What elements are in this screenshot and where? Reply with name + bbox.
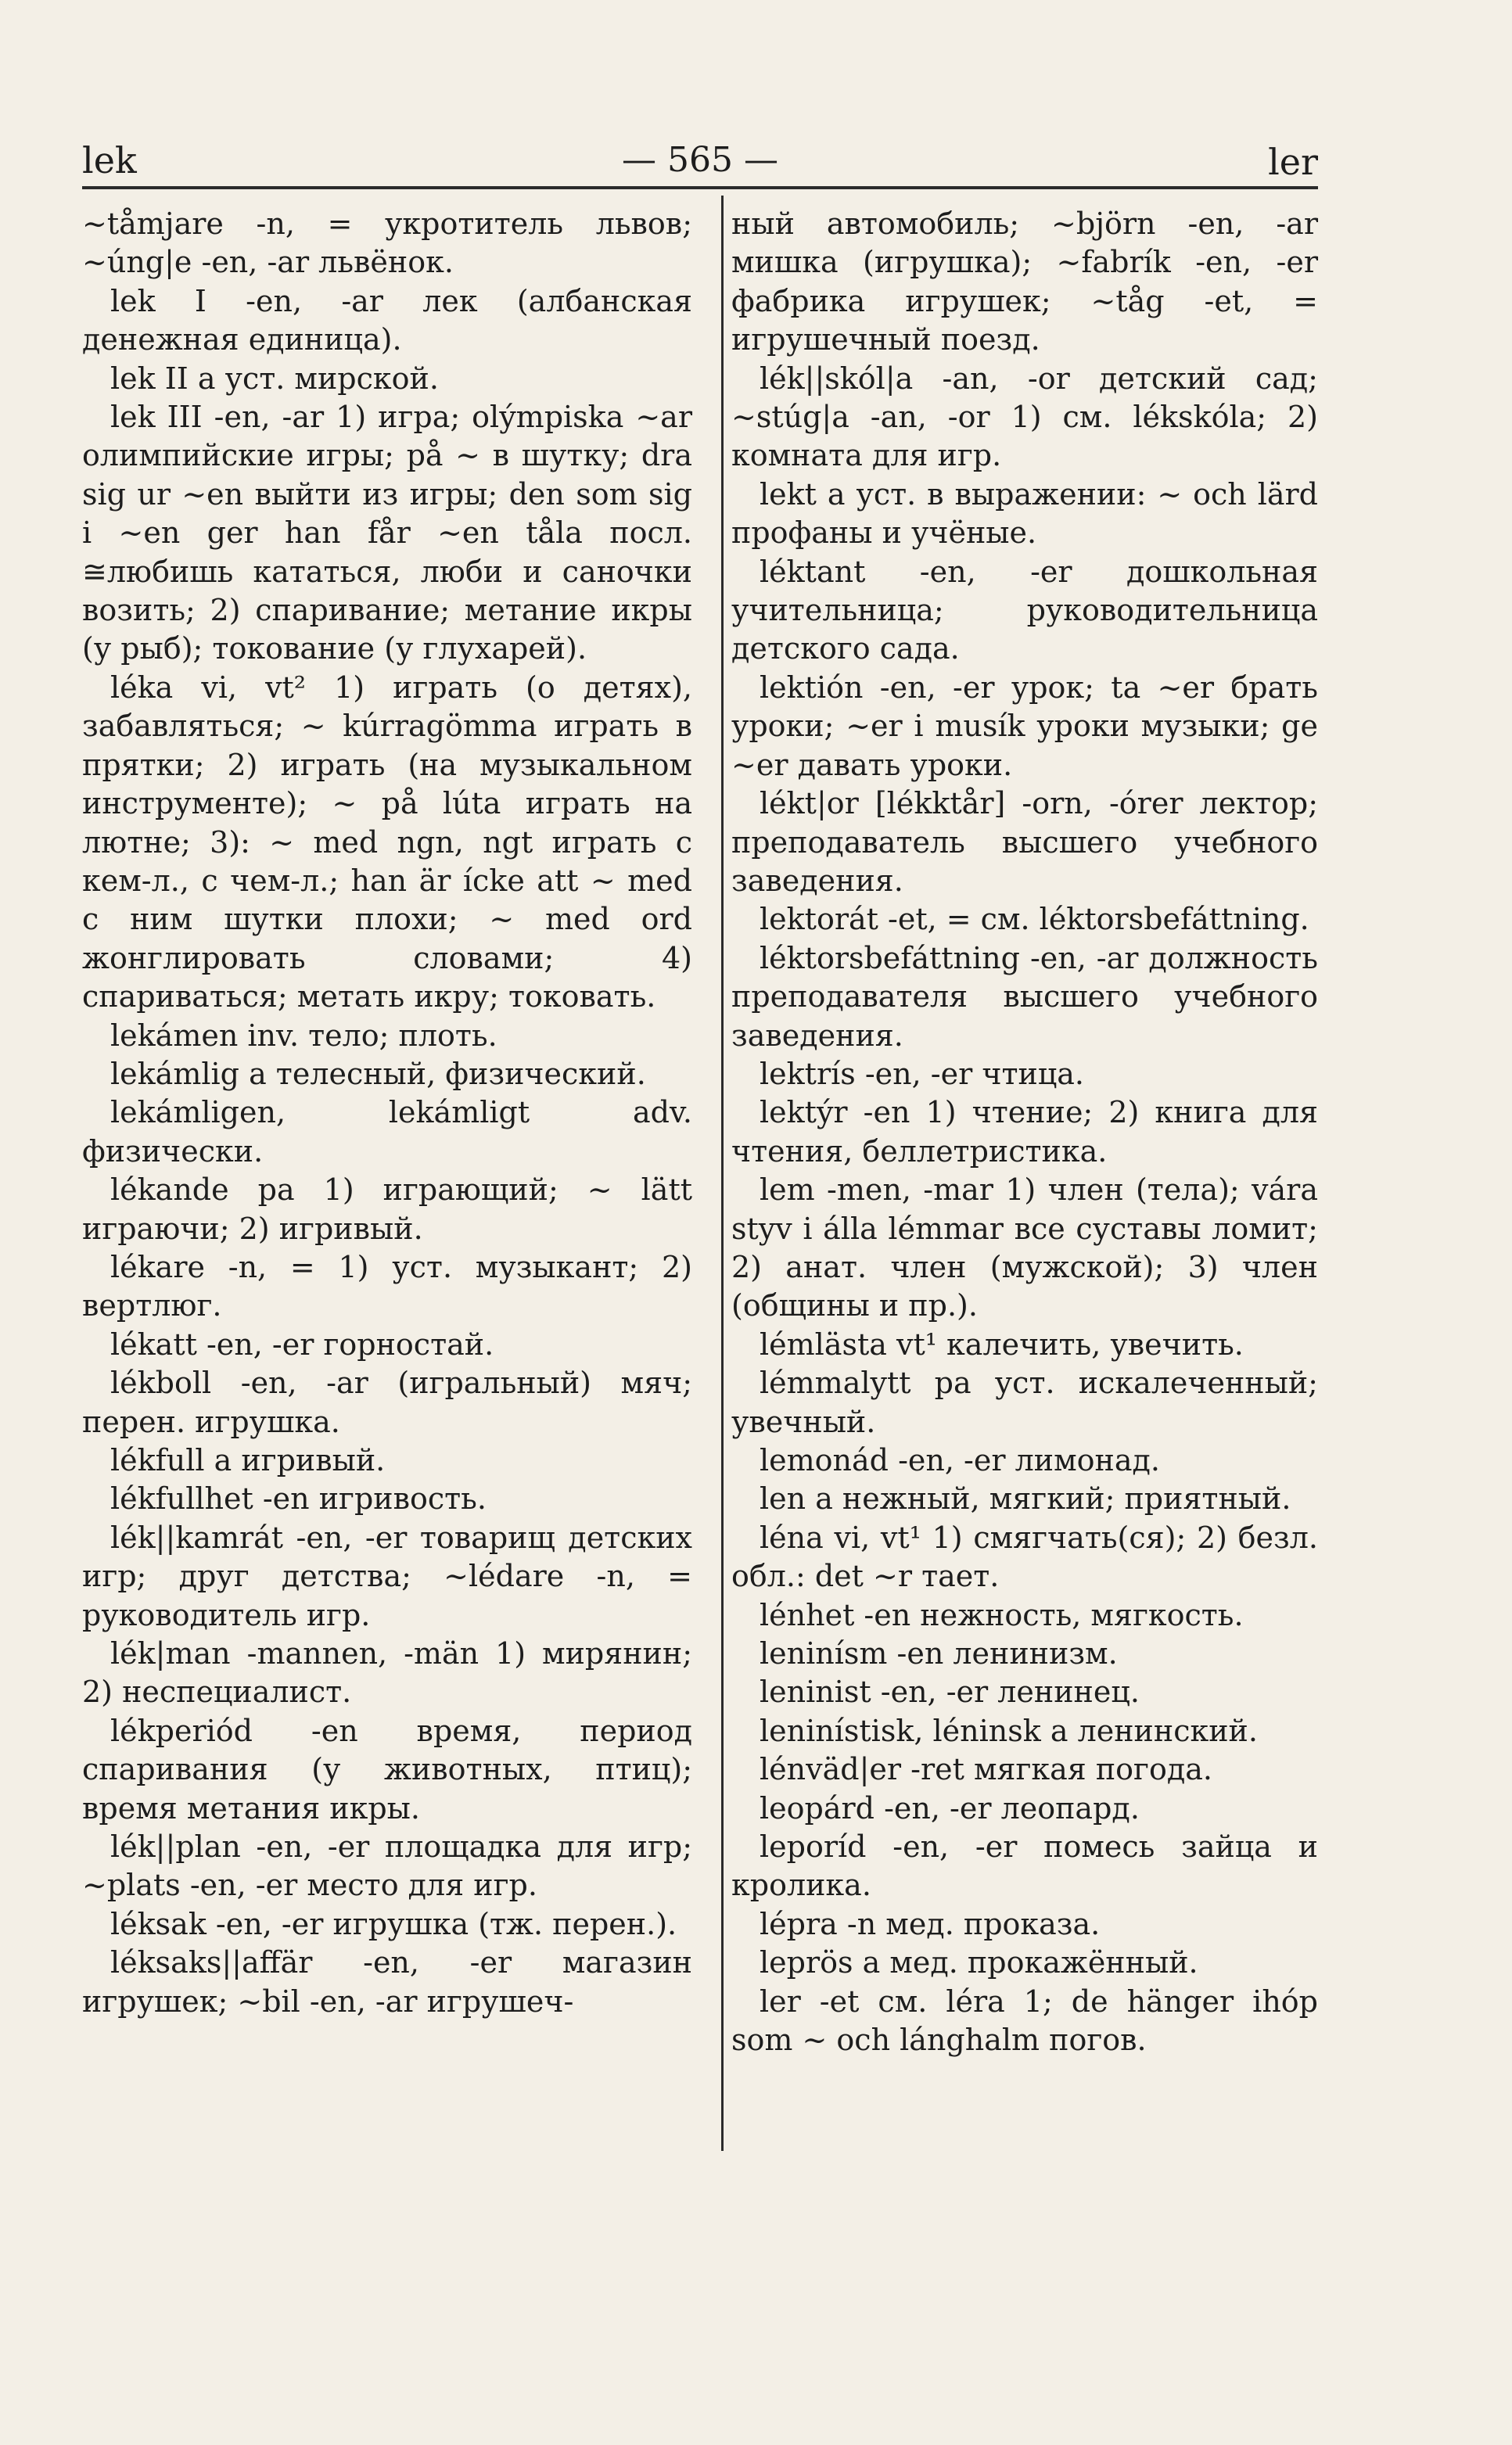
- dictionary-entry: léktant -en, -er дошкольная учительница; руководительница детского сада.: [731, 554, 1318, 666]
- dictionary-entry: lék||plan -en, -er площадка для игр; ~plats -en, -er место для игр.: [82, 1829, 692, 1903]
- dictionary-entry: leninísm -en ленинизм.: [760, 1636, 1118, 1671]
- dictionary-entry: leninístisk, léninsk a ленинский.: [760, 1713, 1258, 1748]
- dictionary-entry: lékatt -en, -er горностай.: [110, 1327, 494, 1362]
- dictionary-entry: leprös a мед. прокажённый.: [760, 1945, 1198, 1980]
- page-header: [82, 125, 1318, 188]
- header-rule: [82, 186, 1318, 189]
- header-right-guide-word: ler: [1268, 141, 1318, 183]
- dictionary-entry: lek II a уст. мирской.: [110, 361, 439, 396]
- dictionary-entry: lénhet -en нежность, мягкость.: [760, 1597, 1244, 1632]
- dictionary-entry: leporíd -en, -er помесь зайца и кролика.: [731, 1829, 1318, 1903]
- dictionary-entry: lékfullhet -en игривость.: [110, 1481, 487, 1517]
- dictionary-entry: lékperiód -en время, период спаривания (у животных, птиц); время метания икры.: [82, 1713, 692, 1826]
- dictionary-entry: léksak -en, -er игрушка (тж. перен.).: [110, 1906, 677, 1941]
- dictionary-entry: lekámlig a телесный, физический.: [110, 1056, 646, 1091]
- dictionary-entry: léksaks||affär -en, -er магазин игрушек; ~bil -en, -ar игрушеч-: [82, 1945, 692, 2019]
- dictionary-entry: leopárd -en, -er леопард.: [760, 1790, 1140, 1826]
- dictionary-entry: lekámen inv. тело; плоть.: [110, 1018, 497, 1053]
- right-column: [731, 205, 1318, 2060]
- dictionary-entry: lekt a уст. в выражении: ~ och lärd профаны и учёные.: [731, 476, 1318, 551]
- dictionary-entry: len a нежный, мягкий; приятный.: [760, 1481, 1291, 1517]
- dictionary-entry: lémmalytt pa уст. искалеченный; увечный.: [731, 1366, 1318, 1439]
- dictionary-entry: lektorát -et, = см. léktorsbefáttning.: [760, 902, 1309, 937]
- dictionary-entry: lektión -en, -er урок; ta ~er брать уроки; ~er i musík уроки музыки; ge ~er давать уроки.: [731, 670, 1318, 782]
- dictionary-entry: lem -men, -mar 1) член (тела); vára styv i álla lémmar все суставы ломит; 2) анат. член (мужской); 3) член (общины и пр.).: [731, 1172, 1318, 1323]
- dictionary-entry: lektrís -en, -er чтица.: [760, 1056, 1085, 1091]
- dictionary-entry: leninist -en, -er ленинец.: [760, 1675, 1140, 1710]
- dictionary-entry: lékande pa 1) играющий; ~ lätt играючи; 2) игривый.: [82, 1172, 692, 1246]
- dictionary-entry: lépra -n мед. проказа.: [760, 1906, 1101, 1941]
- dictionary-entry: ~tåmjare -n, = укротитель львов; ~úng|e -en, -ar львёнок.: [82, 206, 692, 280]
- header-left-guide-word: lek: [82, 139, 137, 181]
- page-number: — 565 —: [622, 140, 778, 180]
- dictionary-entry: léka vi, vt² 1) играть (о детях), забавляться; ~ kúrragömma играть в прятки; 2) играть (на музыкальном инструменте); ~ på lúta играть на лютне; 3): ~ med ngn, ngt играть с кем-л., с чем-л.; han är ícke att ~ med с ним шутки плохи; ~ med ord жонглировать словами; 4) спариваться; метать икру; токовать.: [82, 670, 692, 1014]
- dictionary-entry: lemonád -en, -er лимонад.: [760, 1443, 1160, 1477]
- dictionary-entry: lénväd|er -ret мягкая погода.: [760, 1752, 1212, 1787]
- dictionary-entry: lékboll -en, -ar (игральный) мяч; перен. игрушка.: [82, 1366, 692, 1439]
- dictionary-entry: lek I -en, -ar лек (албанская денежная единица).: [82, 283, 692, 357]
- dictionary-entry: ler -et см. léra 1; de hänger ihóp som ~ och lánghalm погов.: [731, 1984, 1318, 2058]
- column-divider: [721, 196, 724, 2151]
- dictionary-entry: léna vi, vt¹ 1) смягчать(ся); 2) безл. обл.: det ~r тает.: [731, 1520, 1318, 1594]
- dictionary-entry: lékt|or [lékktår] -orn, -órer лектор; преподаватель высшего учебного заведения.: [731, 786, 1318, 898]
- dictionary-entry: lékare -n, = 1) уст. музыкант; 2) вертлюг.: [82, 1249, 692, 1323]
- dictionary-entry: lek III -en, -ar 1) игра; olýmpiska ~ar олимпийские игры; på ~ в шутку; dra sig ur ~en выйти из игры; den som sig i ~en ger han får ~en tåla посл. ≅любишь кататься, люби и саночки возить; 2) спаривание; метание икры (у рыб); токование (у глухарей).: [82, 400, 692, 666]
- dictionary-entry: lék||kamrát -en, -er товарищ детских игр; друг детства; ~lédare -n, = руководитель игр.: [82, 1520, 692, 1632]
- dictionary-entry: lék|man -mannen, -män 1) мирянин; 2) неспециалист.: [82, 1636, 692, 1710]
- dictionary-entry: léktorsbefáttning -en, -ar должность преподавателя высшего учебного заведения.: [731, 940, 1318, 1053]
- left-column: [82, 205, 692, 2021]
- dictionary-entry: lék||skól|a -an, -or детский сад; ~stúg|a -an, -or 1) см. lékskóla; 2) комната для игр.: [731, 361, 1318, 473]
- dictionary-entry: lémlästa vt¹ калечить, увечить.: [760, 1327, 1244, 1362]
- dictionary-entry: ный автомобиль; ~björn -en, -ar мишка (игрушка); ~fabrík -en, -er фабрика игрушек; ~tåg -et, = игрушечный поезд.: [731, 206, 1318, 357]
- dictionary-entry: lektýr -en 1) чтение; 2) книга для чтения, беллетристика.: [731, 1095, 1318, 1169]
- dictionary-entry: lékfull a игривый.: [110, 1443, 386, 1477]
- dictionary-entry: lekámligen, lekámligt adv. физически.: [82, 1095, 692, 1169]
